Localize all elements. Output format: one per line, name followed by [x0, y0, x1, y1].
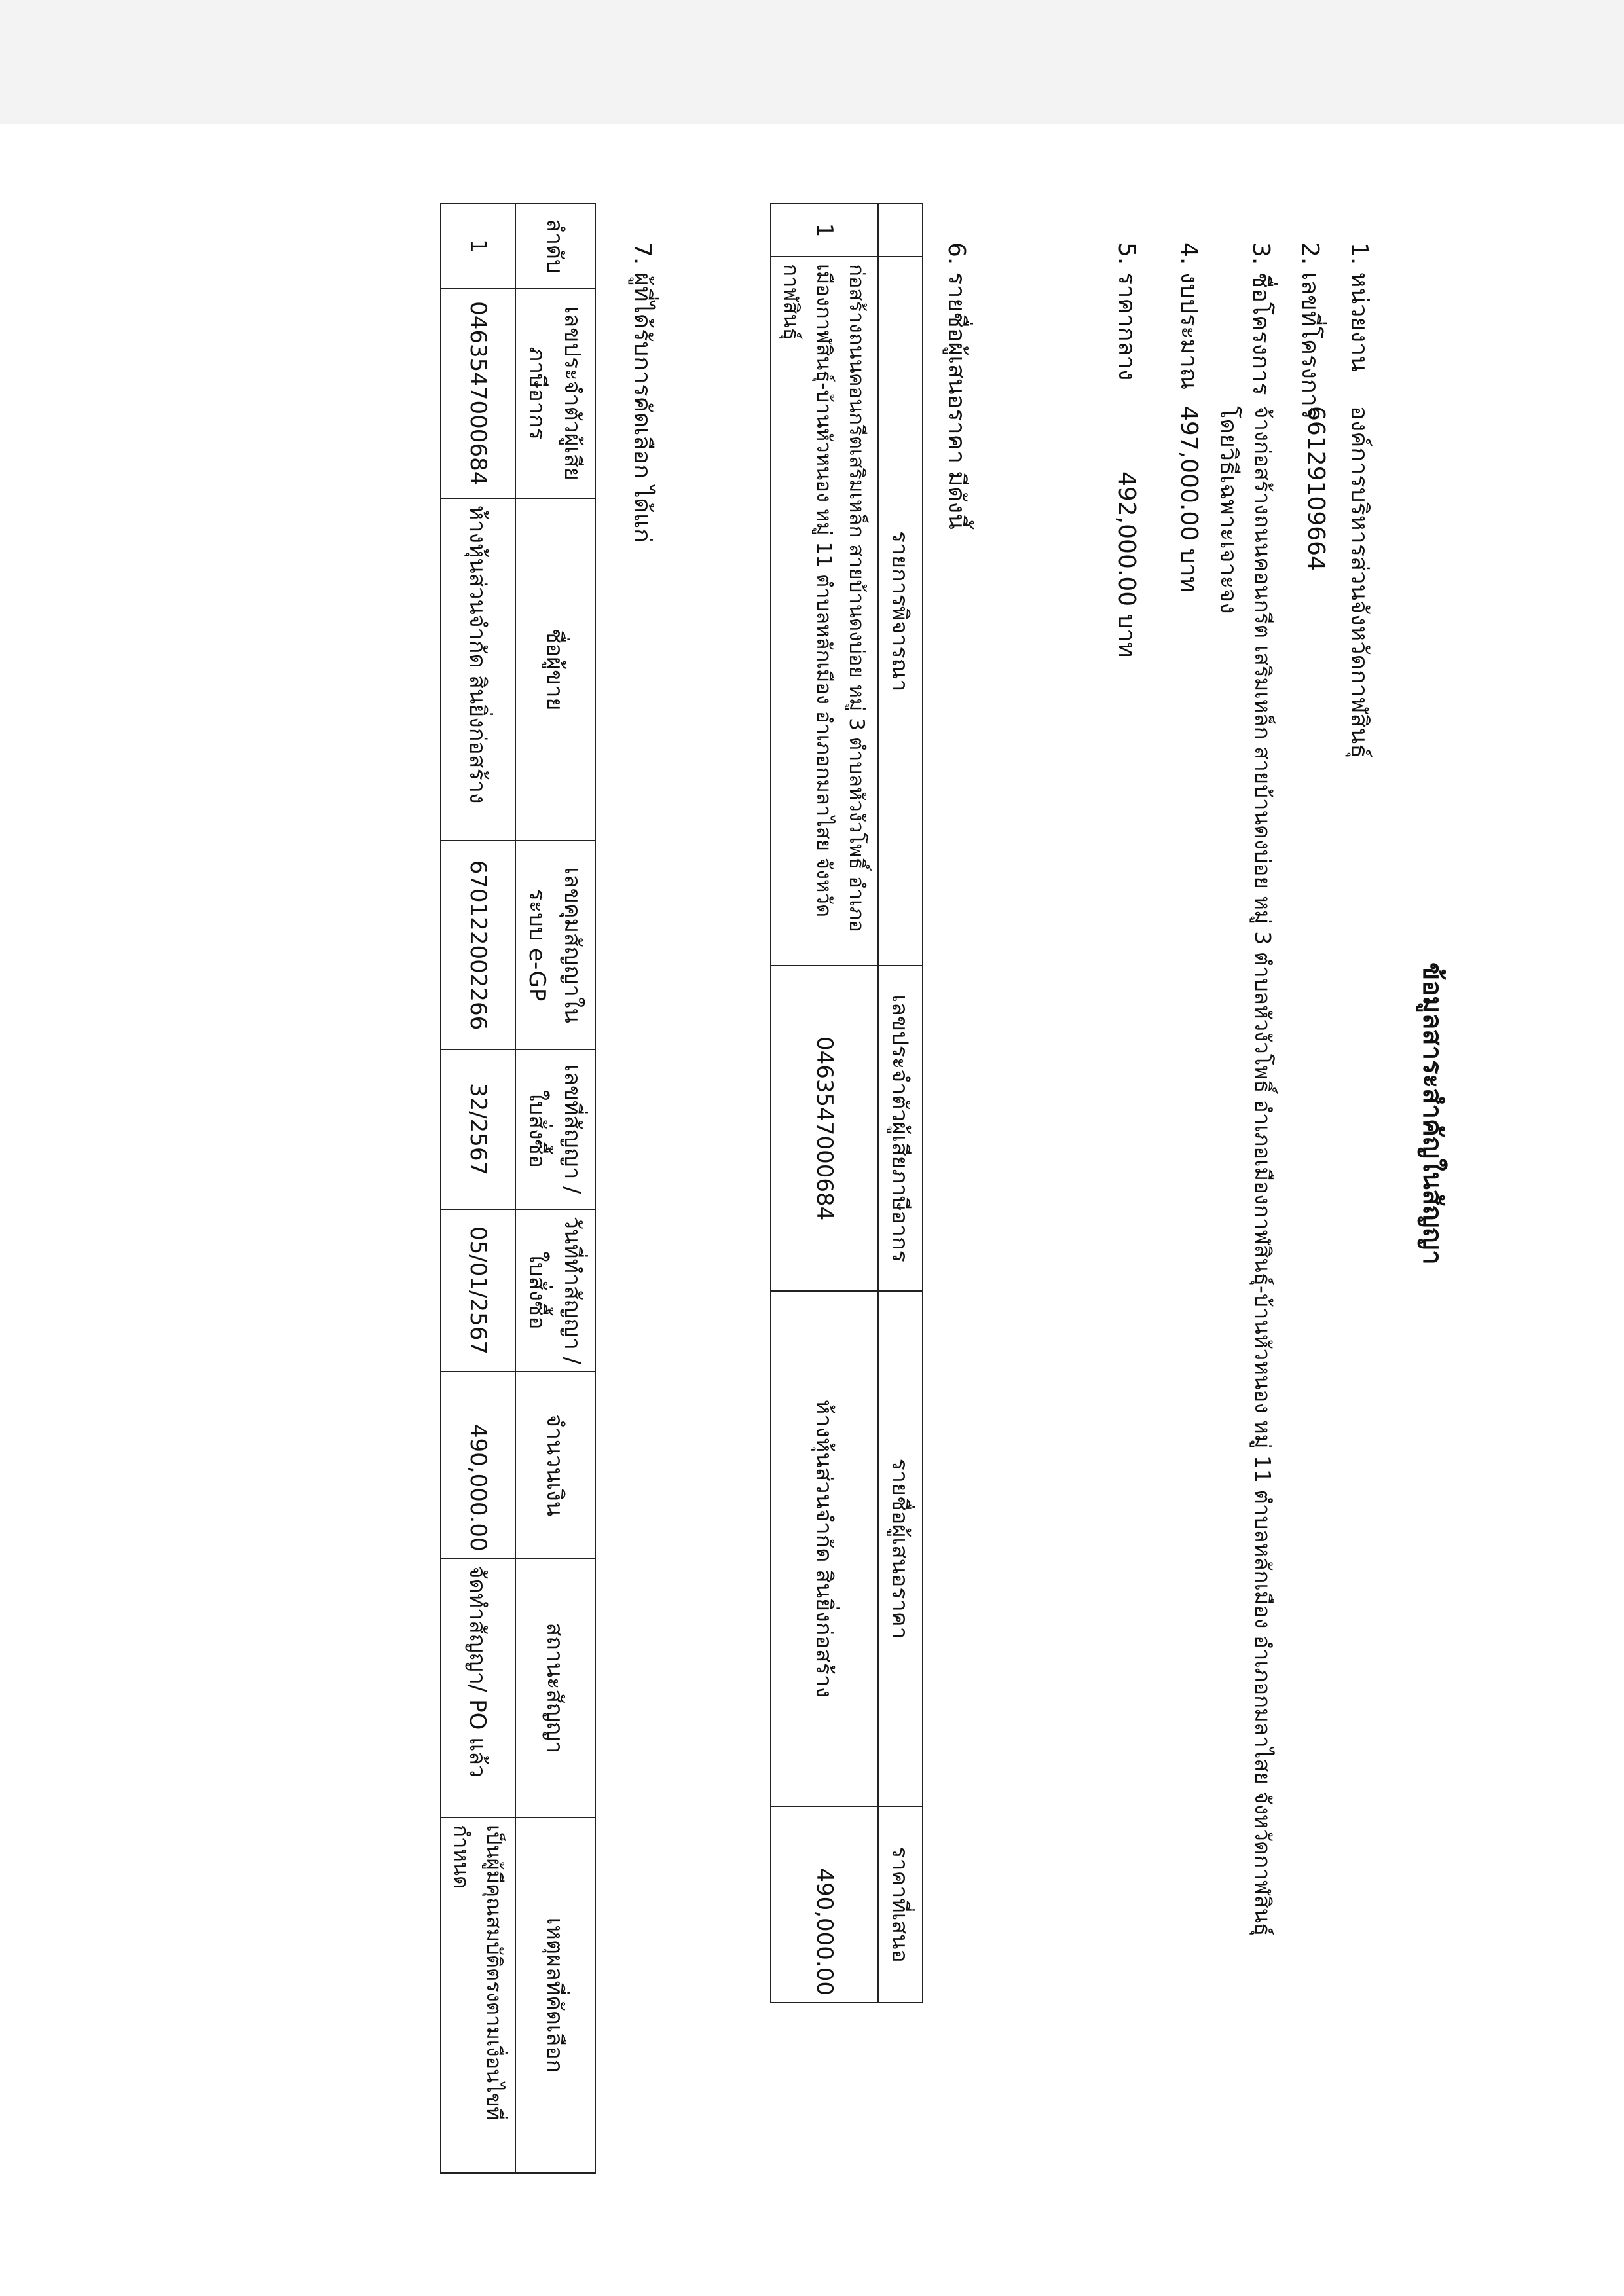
table-header: รายการพิจารณา [878, 257, 923, 966]
table-header: รายชื่อผู้เสนอราคา [878, 1291, 923, 1806]
table-header: ลำดับ [515, 204, 595, 289]
table-header: วันที่ทำสัญญา / ใบสั่งซื้อ [515, 1209, 595, 1372]
info-label: 5. ราคากลาง [1113, 242, 1140, 381]
info-label: 4. งบประมาณ [1175, 242, 1202, 390]
table-cell: 1 [771, 204, 878, 257]
info-value: 497,000.00 บาท [1175, 406, 1202, 592]
table-header: จำนวนเงิน [515, 1372, 595, 1558]
table-header: เหตุผลที่คัดเลือก [515, 1817, 595, 2173]
info-value: องค์การบริหารส่วนจังหวัดกาฬสินธุ์ [1346, 406, 1373, 759]
table-cell: 0463547000684 [771, 966, 878, 1291]
table-header: เลขประจำตัวผู้เสียภาษีอากร [878, 966, 923, 1291]
info-label: 1. หน่วยงาน [1346, 242, 1373, 372]
info-label: 2. เลขที่โครงการ [1297, 242, 1323, 420]
table-header: เลขประจำตัวผู้เสียภาษีอากร [515, 289, 595, 498]
table-header-row [515, 204, 595, 2173]
table-cell: ห้างหุ้นส่วนจำกัด สินยิ่งก่อสร้าง [771, 1291, 878, 1806]
section-6-heading: 6. รายชื่อผู้เสนอราคา มีดังนี้ [943, 242, 970, 530]
table-header: เลขที่สัญญา / ใบสั่งซื้อ [515, 1049, 595, 1209]
table-header [878, 204, 923, 257]
table-cell: 05/01/2567 [441, 1209, 515, 1372]
table-cell: 32/2567 [441, 1049, 515, 1209]
info-value: จ้างก่อสร้างถนนคอนกรีต เสริมเหล็ก สายบ้านดงบ่อย หมู่ 3 ตำบลหัวงัวโพธิ์ อำเภอเมืองกาฬสินธุ์-บ้านหัวหนอง หมู่ 11 ตำบลหลักเมือง อำเภอกมลาไสย จังหวัดกาฬสินธุ์ [1250, 406, 1276, 1937]
table-header-row [878, 204, 923, 2003]
table-header: เลขคุมสัญญาในระบบ e-GP [515, 841, 595, 1049]
info-method: โดยวิธีเฉพาะเจาะจง [1215, 406, 1242, 614]
info-value: 492,000.00 บาท [1113, 471, 1140, 658]
info-label: 3. ชื่อโครงการ [1247, 242, 1274, 395]
table-cell: จัดทำสัญญา/ PO แล้ว [441, 1559, 515, 1818]
table-row [771, 204, 878, 2003]
document-title: ข้อมูลสาระสำคัญในสัญญา [1417, 962, 1447, 1265]
section-7-heading: 7. ผู้ที่ได้รับการคัดเลือก ได้แก่ [629, 242, 655, 543]
table-header: สถานะสัญญา [515, 1559, 595, 1818]
table-cell: 0463547000684 [441, 289, 515, 498]
table-row [441, 204, 515, 2173]
table-cell: 1 [441, 204, 515, 289]
table-cell: ห้างหุ้นส่วนจำกัด สินยิ่งก่อสร้าง [441, 498, 515, 841]
table-header: ชื่อผู้ขาย [515, 498, 595, 841]
table-cell: 490,000.00 [441, 1372, 515, 1558]
bidders-table [770, 203, 923, 2003]
table-cell: 490,000.00 [771, 1806, 878, 2003]
table-cell: 670122002266 [441, 841, 515, 1049]
info-value: 66129109664 [1302, 406, 1329, 571]
table-cell: เป็นผู้มีคุณสมบัติตรงตามเงื่อนไขที่กำหนด [441, 1817, 515, 2173]
table-cell: ก่อสร้างถนนคอนกรีตเสริมเหล็ก สายบ้านดงบ่อย หมู่ 3 ตำบลหัวงัวโพธิ์ อำเภอเมืองกาฬสินธุ์-บ้านหัวหนอง หมู่ 11 ตำบลหลักเมือง อำเภอกมลาไสย จังหวัดกาฬสินธุ์ [771, 257, 878, 966]
scan-edge-band [0, 0, 1624, 124]
rotated-document [157, 124, 1467, 2180]
selected-vendor-table [440, 203, 596, 2174]
table-header: ราคาที่เสนอ [878, 1806, 923, 2003]
